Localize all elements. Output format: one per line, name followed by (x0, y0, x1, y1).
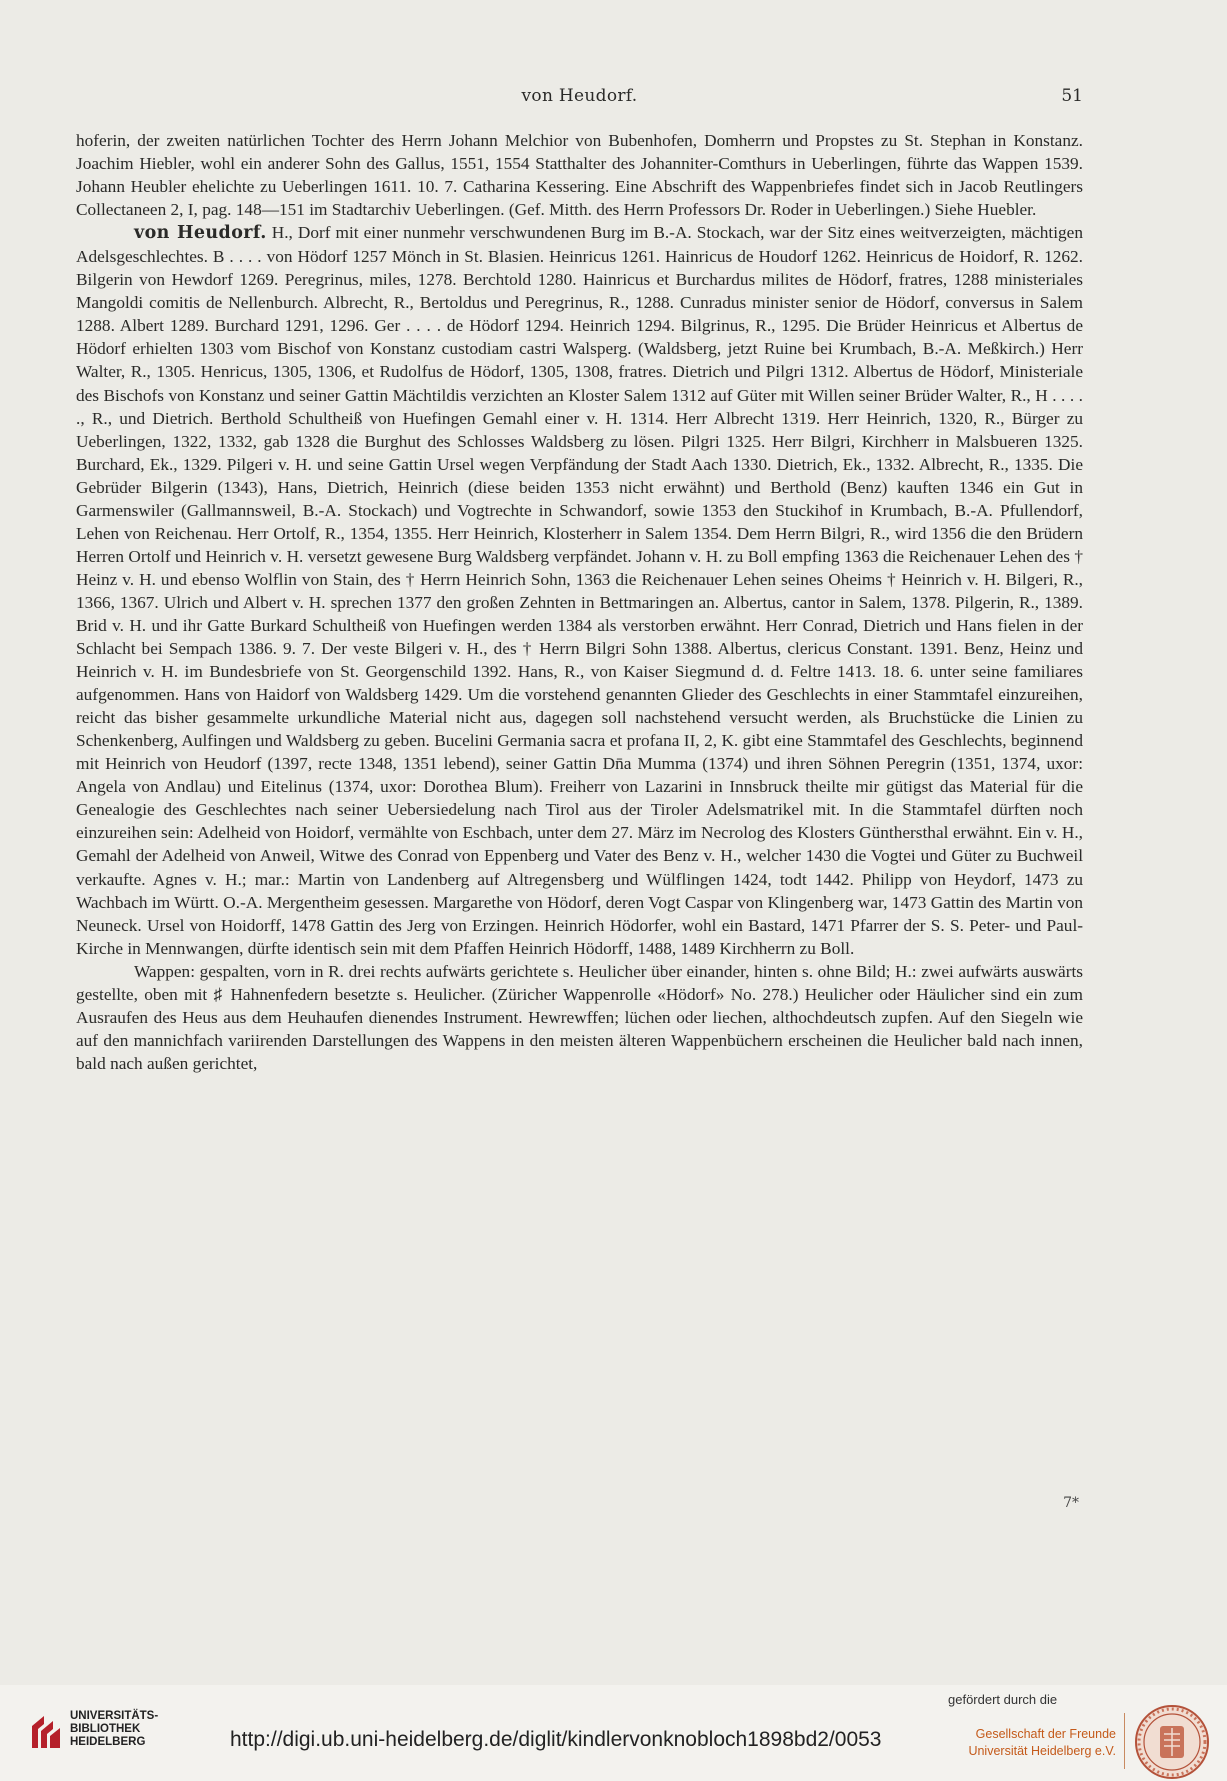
paragraph (76, 129, 1083, 221)
page-number: 51 (1061, 86, 1083, 106)
permalink-url[interactable]: http://digi.ub.uni-heidelberg.de/diglit/kindlervonknobloch1898bd2/0053 (230, 1728, 882, 1751)
paragraph-text: hoferin, der zweiten natürlichen Tochter des Herrn Johann Melchior von Bubenhofen, Domherrn und Propstes zu St. Stephan in Konstanz. Joachim Hiebler, wohl ein anderer Sohn des Gallus, 1551, 1554 Statthalter des Johanniter-Comthurs in Ueberlingen, führte das Wappen 1539. Johann Heubler ehelichte zu Ueberlingen 1611. 10. 7. Catharina Kessering. Eine Abschrift des Wappenbriefes findet sich in Jacob Reutlingers Collectaneen 2, I, pag. 148—151 im Stadtarchiv Ueberlingen. (Gef. Mitth. des Herrn Professors Dr. Roder in Ueberlingen.) Siehe Huebler. (76, 131, 1083, 220)
divider (1124, 1713, 1125, 1769)
paragraph-wappen (76, 960, 1083, 1075)
paragraph-text: Wappen: gespalten, vorn in R. drei rechts aufwärts gerichtete s. Heulicher über einander, hinten s. ohne Bild; H.: zwei aufwärts auswärts gestellte, oben mit ♯ Hahnenfedern besetzte s. Heulicher. (Züricher Wappenrolle «Hödorf» No. 278.) Heulicher oder Häulicher sind ein zum Ausraufen des Heus aus dem Heuhaufen dienendes Instrument. Hewrewffen; lüchen oder liechen, althochdeutsch zupfen. Auf den Siegeln wie auf den mannichfach variirenden Darstellungen des Wappens in den meisten älteren Wappenbüchern erscheinen die Heulicher bald nach innen, bald nach außen gerichtet, (76, 961, 1083, 1073)
sponsor-label: gefördert durch die (948, 1692, 1058, 1707)
paragraph-entry-heudorf (76, 221, 1083, 960)
library-name (70, 1710, 158, 1749)
running-title: von Heudorf. (521, 86, 638, 106)
library-name-line: BIBLIOTHEK (70, 1723, 141, 1735)
page-header (76, 86, 1083, 116)
sponsor-name (920, 1726, 1116, 1760)
body-text (76, 129, 1083, 1075)
library-name-line: UNIVERSITÄTS- (70, 1710, 159, 1722)
library-logo-icon (28, 1712, 62, 1752)
sponsor-name-line: Gesellschaft der Freunde (975, 1727, 1116, 1741)
university-seal-icon (1134, 1704, 1210, 1780)
paragraph-text: H., Dorf mit einer nunmehr verschwundenen Burg im B.-A. Stockach, war der Sitz eines weitverzeigten, mächtigen Adelsgeschlechtes. B . . . . von Hödorf 1257 Mönch in St. Blasien. Heinricus 1261. Hainricus de Houdorf 1262. Heinricus de Hoidorf, R. 1262. Bilgerin von Hewdorf 1269. Peregrinus, miles, 1278. Berchtold 1280. Hainricus et Burchardus milites de Hödorf, fratres, 1288 ministeriales Mangoldi comitis de Nellenburch. Albrecht, R., Bertoldus und Peregrinus, R., 1288. Cunradus minister senior de Hödorf, conversus in Salem 1288. Albert 1289. Burchard 1291, 1296. Ger . . . . de Hödorf 1294. Heinrich 1294. Bilgrinus, R., 1295. Die Brüder Heinricus et Albertus de Hödorf erhielten 1303 vom Bischof von Konstanz custodiam castri Walsperg. (Waldsberg, jetzt Ruine bei Krumbach, B.-A. Meßkirch.) Herr Walter, R., 1305. Henricus, 1305, 1306, et Rudolfus de Hödorf, 1305, 1308, fratres. Dietrich und Pilgri 1312. Albertus de Hödorf, Ministeriale des Bischofs von Konstanz und seiner Gattin Mächtildis verzichten an Kloster Salem 1312 auf Güter mit Willen seiner Brüder Walter, R., H . . . . ., R., und Dietrich. Berthold Schultheiß von Huefingen Gemahl einer v. H. 1314. Herr Albrecht 1319. Herr Heinrich, 1320, R., Bürger zu Ueberlingen, 1322, 1332, gab 1328 die Burghut des Schlosses Waldsberg zu lösen. Pilgri 1325. Herr Bilgri, Kirchherr in Malsbueren 1325. Burchard, Ek., 1329. Pilgeri v. H. und seine Gattin Ursel wegen Verpfändung der Stadt Aach 1330. Dietrich, Ek., 1332. Albrecht, R., 1335. Die Gebrüder Bilgerin (1343), Hans, Dietrich, Heinrich (diese beiden 1353 nicht erwähnt) und Berthold (Benz) kauften 1346 ein Gut in Garmenswiler (Gallmannsweil, B.-A. Stockach) und Vogtrechte in Schwandorf, sowie 1353 den Stuckihof in Krumbach, B.-A. Pfullendorf, Lehen von Reichenau. Herr Ortolf, R., 1354, 1355. Herr Heinrich, Klosterherr in Salem 1354. Dem Herrn Bilgri, R., wird 1356 die den Brüdern Herren Ortolf und Heinrich v. H. versetzt gewesene Burg Waldsberg verpfändet. Johann v. H. zu Boll empfing 1363 die Reichenauer Lehen des † Heinz v. H. und ebenso Wolflin von Stain, des † Herrn Heinrich Sohn, 1363 die Reichenauer Lehen seines Oheims † Heinrich v. H. Bilgeri, R., 1366, 1367. Ulrich und Albert v. H. sprechen 1377 den großen Zehnten in Bettmaringen an. Albertus, cantor in Salem, 1378. Pilgerin, R., 1389. Brid v. H. und ihr Gatte Burkard Schultheiß von Huefingen werden 1384 als verstorben erwähnt. Herr Conrad, Dietrich und Hans fielen in der Schlacht bei Sempach 1386. 9. 7. Der veste Bilgeri v. H., des † Herrn Bilgri Sohn 1388. Albertus, clericus Constant. 1391. Benz, Heinz und Heinrich v. H. im Bundesbriefe von St. Georgenschild 1392. Hans, R., von Kaiser Siegmund d. d. Feltre 1413. 18. 6. unter seine familiares aufgenommen. Hans von Haidorf von Waldsberg 1429. Um die vorstehend genannten Glieder des Geschlechts in einer Stammtafel einzureihen, reicht das bisher gesammelte urkundliche Material nicht aus, dagegen soll nachstehend versucht werden, als Bruchstücke die Linien zu Schenkenberg, Aulfingen und Waldsberg zu geben. Bucelini Germania sacra et profana II, 2, K. gibt eine Stammtafel des Geschlechts, beginnend mit Heinrich von Heudorf (1397, recte 1348, 1351 lebend), seiner Gattin Dn̄a Mumma (1374) und ihren Söhnen Peregrin (1351, 1374, uxor: Angela von Andlau) und Eitelinus (1374, uxor: Dorothea Blum). Freiherr von Lazarini in Innsbruck theilte mir gütigst das Material für die Genealogie des Geschlechtes nach seiner Uebersiedelung nach Tirol aus der Tiroler Adelsmatrikel mit. In die Stammtafel dürften noch einzureihen sein: Adelheid von Hoidorf, vermählte von Eschbach, unter dem 27. März im Necrolog des Klosters Günthersthal erwähnt. Ein v. H., Gemahl der Adelheid von Anweil, Witwe des Conrad von Eppenberg und Vater des Benz v. H., welcher 1430 die Vogtei und Güter zu Buchweil verkaufte. Agnes v. H.; mar.: Martin von Landenberg auf Altregensberg und Wülflingen 1424, todt 1442. Philipp von Heydorf, 1473 zu Wachbach im Württ. O.-A. Mergentheim gesessen. Margarethe von Hödorf, deren Vogt Caspar von Klingenberg war, 1473 Gattin des Martin von Neuneck. Ursel von Hoidorff, 1478 Gattin des Jerg von Erzingen. Heinrich Hödorfer, wohl ein Bastard, 1471 Pfarrer der S. S. Peter- und Paul-Kirche in Mennwangen, dürfte identisch sein mit dem Pfaffen Heinrich Hödorff, 1488, 1489 Kirchherrn zu Boll. (76, 223, 1083, 958)
signature-mark: 7* (1063, 1495, 1079, 1511)
entry-headword: von Heudorf. (134, 223, 267, 244)
footer-bar (0, 1685, 1227, 1781)
library-name-line: HEIDELBERG (70, 1736, 146, 1748)
sponsor-name-line: Universität Heidelberg e.V. (968, 1744, 1116, 1758)
